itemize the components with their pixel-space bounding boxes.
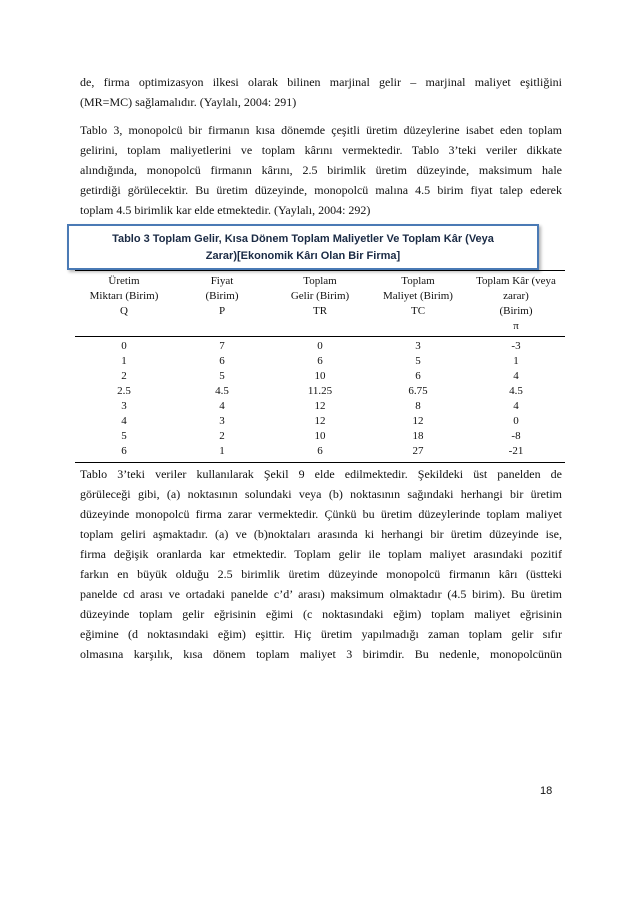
text-line: Tablo 3, monopolcü bir firmanın kısa dönemde çeşitli üretim düzeylerine isabet eden toplam <box>80 123 562 137</box>
caption-line-1: Tablo 3 Toplam Gelir, Kısa Dönem Toplam Maliyetler Ve Toplam Kâr (Veya <box>112 233 494 245</box>
text-line: firma değişik oranlarda kar etmektedir. Toplam gelir ile toplam maliyet arasındaki pozitif <box>80 547 562 561</box>
table-cell: 2 <box>121 370 127 382</box>
text-line: panelde cd arası ve ortadaki panelde c’d’ arası) maksimum olmaktadır (4.5 birim). Bu üretim <box>80 587 562 601</box>
column-header-total-revenue: Toplam Gelir (Birim) TR <box>271 271 369 337</box>
text-line: eğimine (d noktasındaki eğim) eşittir. Hiç üretim yapılmadığı zaman toplam gelir sıfır <box>80 627 562 641</box>
text-line: (MR=MC) sağlamalıdır. (Yaylalı, 2004: 291) <box>80 95 297 109</box>
column-header-quantity: Üretim Miktarı (Birim) Q <box>75 271 173 337</box>
page-number: 18 <box>540 785 553 797</box>
table-cell: 6 <box>317 355 323 367</box>
table-cell: 1 <box>173 444 271 463</box>
table-cell: 6.75 <box>408 385 428 397</box>
text-line: görüleceği gibi, (a) noktasının solundaki veya (b) noktasının sağındaki herhangi bir üretim <box>80 487 562 501</box>
table-cell: -8 <box>511 430 521 442</box>
table-cell: 4 <box>513 400 519 412</box>
table-caption <box>67 224 539 270</box>
table-cell: -3 <box>511 340 521 352</box>
column-header-profit: Toplam Kâr (veya zarar) (Birim) π <box>467 271 565 337</box>
table-cell: 11.25 <box>307 385 333 397</box>
table-cell: -21 <box>467 444 565 463</box>
table-cell: 2.5 <box>117 385 131 397</box>
table-cell: 10 <box>314 370 326 382</box>
table-cell: 12 <box>314 400 326 412</box>
table-cell: 3 <box>219 415 225 427</box>
table-cell: 6 <box>75 444 173 463</box>
table-cell: 12 <box>412 415 424 427</box>
table-cell: 3 <box>415 340 421 352</box>
text-line: olmasına karşılık, kısa dönem toplam maliyet 3 birimdir. Bu nedenle, monopolcünün <box>80 647 562 661</box>
table-cell: 4 <box>513 370 519 382</box>
paragraph-1 <box>80 72 562 112</box>
text-line: gelirini, toplam maliyetlerini ve toplam kârını vermektedir. Tablo 3’teki veriler dikkate <box>80 143 562 157</box>
table-cell: 0 <box>121 340 127 352</box>
table-cell: 10 <box>314 430 326 442</box>
table-cell: 1 <box>121 355 127 367</box>
table-cell: 4 <box>121 415 127 427</box>
text-line: toplam 4.5 birimlik kar elde etmektedir. (Yaylalı, 2004: 292) <box>80 203 371 217</box>
paragraph-2 <box>80 120 562 220</box>
table-row <box>75 399 565 414</box>
data-table <box>75 270 565 463</box>
text-line: düzeyinde toplam gelir eğrisinin eğimi (c noktasındaki eğim) toplam maliyet eğrisinin <box>80 607 562 621</box>
text-line: farkın en büyük olduğu 2.5 birimlik üretim düzeyinde monopolcü firmanın kârı (üstteki <box>80 567 562 581</box>
column-header-price: Fiyat (Birim) P <box>173 271 271 337</box>
table-cell: 8 <box>415 400 421 412</box>
table-header-row <box>75 271 565 337</box>
table-cell: 12 <box>314 415 326 427</box>
table-cell: 27 <box>369 444 467 463</box>
text-line: getirdiği görülecektir. Bu üretim düzeyinde, monopolcü malına 4.5 birim fiyat talep ederek <box>80 183 562 197</box>
table-cell: 4.5 <box>215 385 229 397</box>
text-line: toplam geliri aşmaktadır. (a) ve (b)noktaları arasında ki herhangi bir üretim düzeyinde ise, <box>80 527 562 541</box>
table-row <box>75 337 565 355</box>
table-cell: 6 <box>271 444 369 463</box>
table-cell: 18 <box>412 430 424 442</box>
paragraph-3 <box>80 464 562 664</box>
table-cell: 6 <box>219 355 225 367</box>
table-cell: 5 <box>415 355 421 367</box>
text-line: de, firma optimizasyon ilkesi olarak bilinen marjinal gelir – marjinal maliyet eşitliğini <box>80 75 562 89</box>
table-cell: 4 <box>219 400 225 412</box>
table-cell: 2 <box>219 430 225 442</box>
table-cell: 7 <box>219 340 225 352</box>
text-line: düzeyinde monopolcü firma zarar vermektedir. Çünkü bu üretim düzeylerinde toplam maliyet <box>80 507 562 521</box>
table-cell: 1 <box>513 355 519 367</box>
table-cell: 5 <box>219 370 225 382</box>
table-row <box>75 429 565 444</box>
table-cell: 5 <box>121 430 127 442</box>
caption-line-2: Zarar)[Ekonomik Kârı Olan Bir Firma] <box>205 250 401 262</box>
column-header-total-cost: Toplam Maliyet (Birim) TC <box>369 271 467 337</box>
table-cell: 6 <box>415 370 421 382</box>
table-cell: 4.5 <box>509 385 523 397</box>
table-cell: 0 <box>513 415 519 427</box>
table-row <box>75 414 565 429</box>
table-row <box>75 369 565 384</box>
table-row <box>75 354 565 369</box>
table-row <box>75 384 565 399</box>
table-row <box>75 444 565 463</box>
text-line: Tablo 3’teki veriler kullanılarak Şekil 9 elde edilmektedir. Şekildeki üst panelden de <box>80 467 562 481</box>
text-line: alındığında, monopolcü firmanın kârını, 2.5 birimlik üretim düzeyinde, maksimum hale <box>80 163 562 177</box>
table-cell: 0 <box>317 340 323 352</box>
table-cell: 3 <box>121 400 127 412</box>
